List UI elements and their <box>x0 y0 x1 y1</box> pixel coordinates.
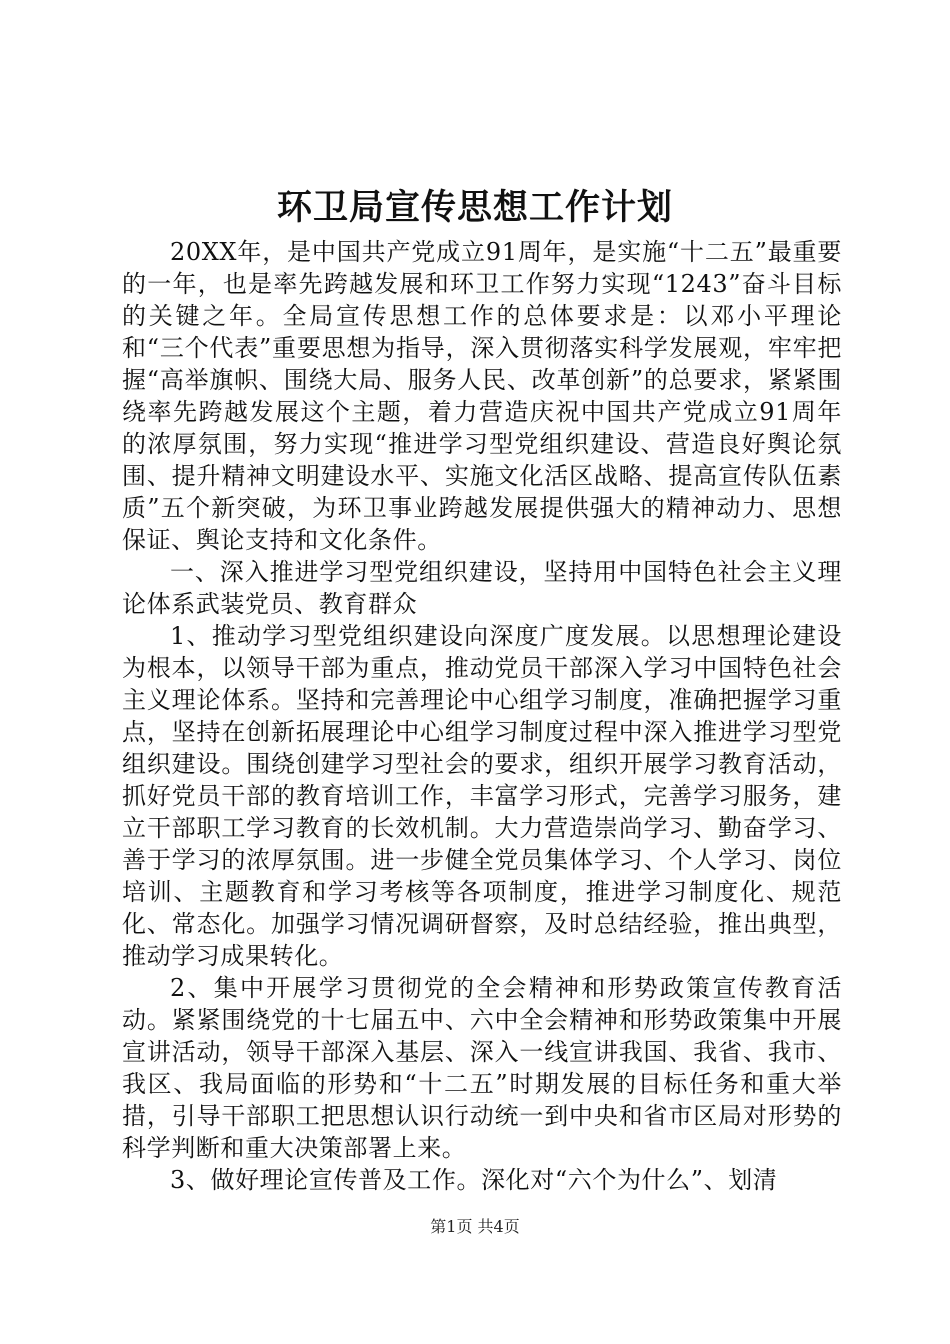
intro-paragraph: 20XX年，是中国共产党成立91周年，是实施“十二五”最重要的一年，也是率先跨越发展和环卫工作努力实现“1243”奋斗目标的关键之年。全局宣传思想工作的总体要求是：以邓小平理论和“三个代表”重要思想为指导，深入贯彻落实科学发展观，牢牢把握“高举旗帜、围绕大局、服务人民、改革创新”的总要求，紧紧围绕率先跨越发展这个主题，着力营造庆祝中国共产党成立91周年的浓厚氛围，努力实现“推进学习型党组织建设、营造良好舆论氛围、提升精神文明建设水平、实施文化活区战略、提高宣传队伍素质”五个新突破，为环卫事业跨越发展提供强大的精神动力、思想保证、舆论支持和文化条件。 <box>122 238 842 554</box>
section-heading-1: 一、深入推进学习型党组织建设，坚持用中国特色社会主义理论体系武装党员、教育群众 <box>122 558 842 618</box>
item-paragraph-2: 2、集中开展学习贯彻党的全会精神和形势政策宣传教育活动。紧紧围绕党的十七届五中、六中全会精神和形势政策集中开展宣讲活动，领导干部深入基层、深入一线宣讲我国、我省、我市、我区、我局面临的形势和“十二五”时期发展的目标任务和重大举措，引导干部职工把思想认识行动统一到中央和省市区局对形势的科学判断和重大决策部署上来。 <box>122 974 842 1162</box>
item-paragraph-3: 3、做好理论宣传普及工作。深化对“六个为什么”、划清 <box>170 1166 778 1194</box>
document-body <box>122 236 842 1196</box>
page-footer: 第1页 共4页 <box>430 1217 520 1236</box>
document-title: 环卫局宣传思想工作计划 <box>276 187 673 228</box>
item-paragraph-1: 1、推动学习型党组织建设向深度广度发展。以思想理论建设为根本，以领导干部为重点，推动党员干部深入学习中国特色社会主义理论体系。坚持和完善理论中心组学习制度，准确把握学习重点，坚持在创新拓展理论中心组学习制度过程中深入推进学习型党组织建设。围绕创建学习型社会的要求，组织开展学习教育活动，抓好党员干部的教育培训工作，丰富学习形式，完善学习服务，建立干部职工学习教育的长效机制。大力营造崇尚学习、勤奋学习、善于学习的浓厚氛围。进一步健全党员集体学习、个人学习、岗位培训、主题教育和学习考核等各项制度，推进学习制度化、规范化、常态化。加强学习情况调研督察，及时总结经验，推出典型，推动学习成果转化。 <box>122 622 842 970</box>
